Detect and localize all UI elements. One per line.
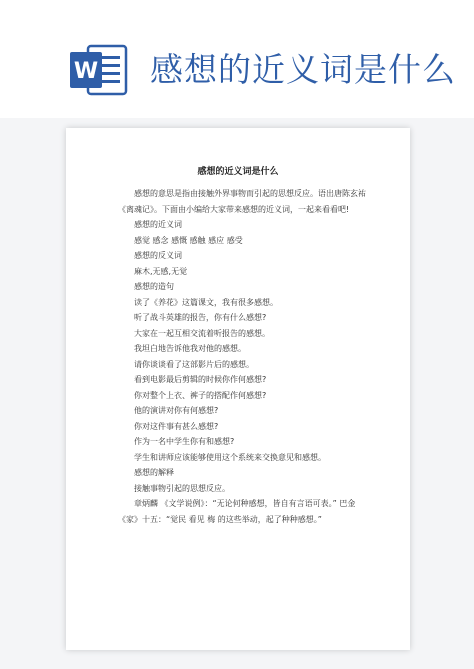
paragraph: 接触事物引起的思想反应。 <box>134 483 230 493</box>
document-title: 感想的近义词是什么 <box>197 167 279 177</box>
paragraph: 他的演讲对你有何感想? <box>134 406 219 415</box>
header-banner <box>0 0 474 118</box>
paragraph: 感觉 感念 感慨 感触 感应 感受 <box>134 235 243 245</box>
paragraph: 大家在一起互相交流着听报告的感想。 <box>134 328 270 338</box>
paragraph: 感想的解释 <box>134 468 174 477</box>
document-body <box>118 186 376 527</box>
paragraph: 感想的反义词 <box>134 251 182 260</box>
paragraph: 你对整个上衣、裤子的搭配作何感想? <box>134 390 267 400</box>
paragraph: 章炳麟 《文学说例》：“无论何种感想，皆自有言语可表。” 巴金 《家》十五：“觉民 看见 梅 的这些举动，起了种种感想。” <box>118 499 356 524</box>
paragraph: 感想的近义词 <box>134 220 182 229</box>
document-page <box>66 128 410 650</box>
paragraph: 你对这件事有甚么感想? <box>134 421 219 431</box>
paragraph: 看到电影最后剪辑的时候你作何感想? <box>134 375 267 384</box>
paragraph: 请你谈谈看了这部影片后的感想。 <box>134 359 254 369</box>
paragraph: 学生和讲师应该能够使用这个系统来交换意见和感想。 <box>134 452 326 462</box>
paragraph: 听了战斗英雄的报告，你有什么感想? <box>134 313 267 322</box>
paragraph: 麻木,无感,无觉 <box>134 266 188 276</box>
page-title: 感想的近义词是什么 <box>150 50 456 89</box>
svg-text:W: W <box>73 59 99 84</box>
paragraph: 作为一名中学生你有和感想? <box>134 437 235 446</box>
paragraph: 读了《养花》这篇课文，我有很多感想。 <box>134 297 278 307</box>
paragraph: 感想的造句 <box>134 282 174 291</box>
paragraph: 我坦白地告诉他我对他的感想。 <box>134 344 246 353</box>
word-document-icon <box>70 42 128 98</box>
paragraph: 感想的意思是指由接触外界事物而引起的思想反应。语出唐陈玄祐《离魂记》。下面由小编给大家带来感想的近义词，一起来看看吧! <box>118 189 366 214</box>
